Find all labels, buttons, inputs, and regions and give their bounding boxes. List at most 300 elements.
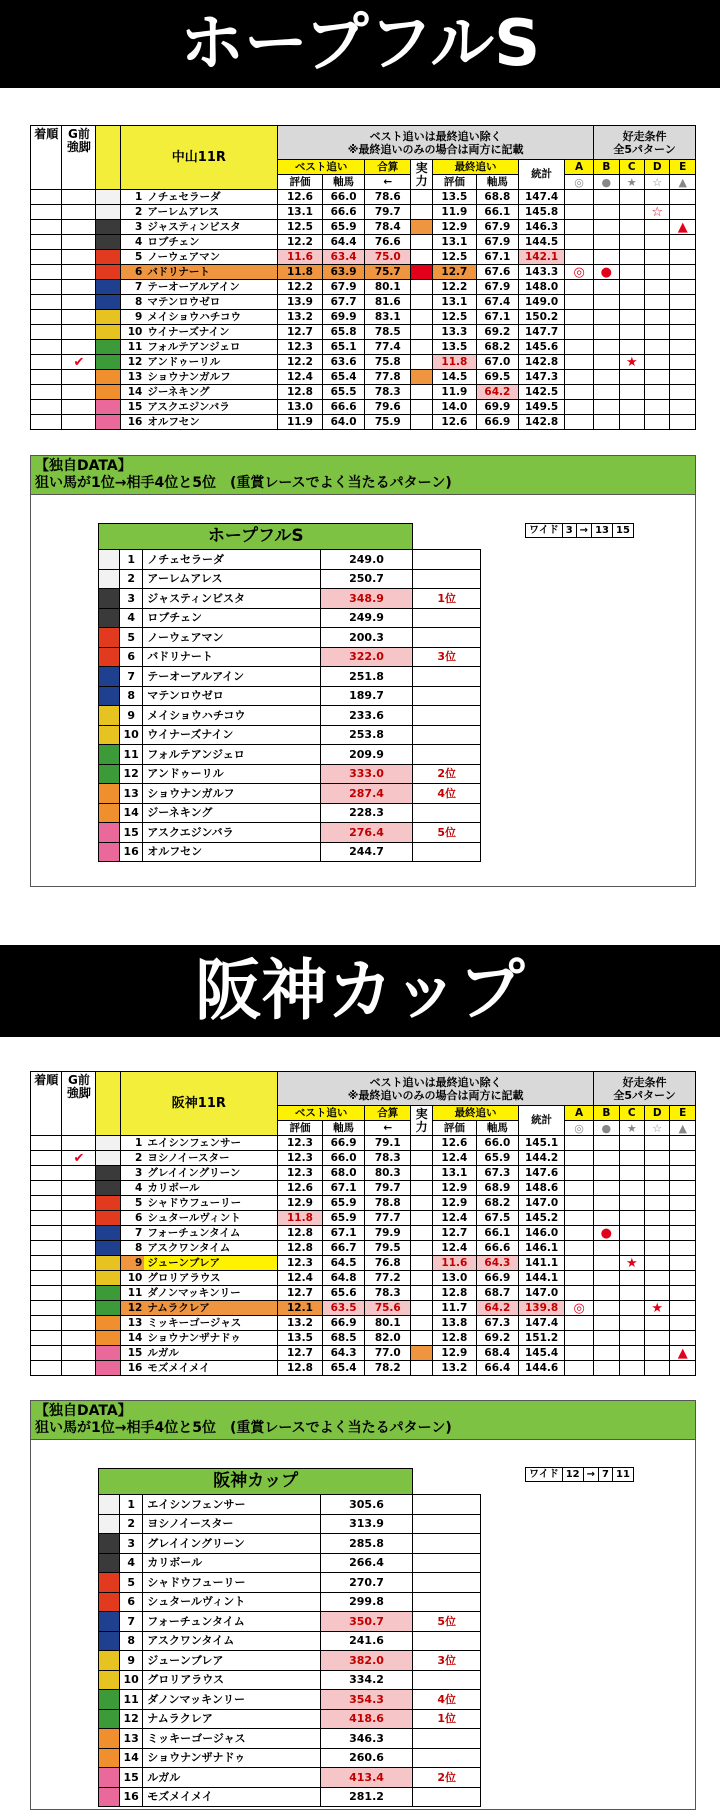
- horse-name: ショウナンガルフ: [144, 370, 277, 385]
- horse-name: エイシンフェンサー: [143, 1495, 320, 1515]
- gousan: 78.2: [365, 1361, 411, 1376]
- horse-row: [31, 265, 696, 280]
- chakujun-cell: [31, 280, 62, 295]
- best-jikuba: 68.0: [322, 1166, 364, 1181]
- cond-mark-icon: [644, 1316, 669, 1331]
- cond-mark-icon: [619, 265, 644, 280]
- wide-arrow: →: [576, 524, 591, 538]
- horse-name: ナムラクレア: [144, 1301, 277, 1316]
- score-table-title: 阪神カップ: [99, 1469, 413, 1495]
- cond-mark-icon: [619, 280, 644, 295]
- best-hyouka: 12.3: [278, 340, 323, 355]
- best-hyouka: 12.3: [278, 1166, 323, 1181]
- cond-mark-icon: [619, 295, 644, 310]
- cond-mark-icon: [644, 1166, 669, 1181]
- final-jikuba: 66.9: [476, 1271, 518, 1286]
- jitsu-cell: [411, 1196, 433, 1211]
- best-hyouka: 12.2: [278, 235, 323, 250]
- header-hyouka2: 評価: [433, 1121, 477, 1136]
- horse-number: 9: [120, 310, 144, 325]
- gzen-cell: [62, 265, 96, 280]
- race-name: 中山11R: [120, 126, 277, 190]
- horse-name: シャドウフューリー: [143, 1573, 320, 1593]
- frame-color: [96, 1316, 120, 1331]
- gousan: 78.3: [365, 1286, 411, 1301]
- best-jikuba: 65.6: [322, 1286, 364, 1301]
- horse-number: 16: [120, 842, 143, 862]
- horse-name: グロリアラウス: [143, 1670, 320, 1690]
- horse-number: 4: [120, 1181, 144, 1196]
- jitsu-cell: [411, 235, 433, 250]
- jitsu-cell: [411, 1166, 433, 1181]
- sym-B-icon: ●: [594, 1121, 619, 1136]
- horse-row: [31, 310, 696, 325]
- total: 147.3: [519, 370, 565, 385]
- total: 147.4: [519, 190, 565, 205]
- gzen-cell: [62, 1196, 96, 1211]
- cond-mark-icon: [670, 250, 696, 265]
- best-jikuba: 64.8: [322, 1271, 364, 1286]
- cond-mark-icon: [644, 325, 669, 340]
- horse-name: ジューンブレア: [143, 1651, 320, 1671]
- cond-mark-icon: [619, 1361, 644, 1376]
- dokuji-header: [31, 456, 695, 495]
- cond-mark-icon: [619, 340, 644, 355]
- horse-number: 7: [120, 667, 143, 687]
- horse-row: [31, 1331, 696, 1346]
- horse-number: 2: [120, 569, 143, 589]
- horse-number: 11: [120, 1286, 144, 1301]
- best-hyouka: 11.9: [278, 415, 323, 430]
- rank-label: 4位: [413, 784, 481, 804]
- best-jikuba: 63.6: [322, 355, 364, 370]
- header-hyouka2: 評価: [433, 175, 477, 190]
- final-hyouka: 13.5: [433, 190, 477, 205]
- best-hyouka: 12.2: [278, 355, 323, 370]
- gousan: 78.8: [365, 1196, 411, 1211]
- frame-color: [99, 550, 120, 570]
- best-hyouka: 13.2: [278, 1316, 323, 1331]
- score-row: [99, 1768, 481, 1788]
- cond-mark-icon: [594, 415, 619, 430]
- gzen-cell: [62, 370, 96, 385]
- jitsu-cell: [411, 415, 433, 430]
- horse-number: 9: [120, 1256, 144, 1271]
- score-value: 241.6: [320, 1631, 413, 1651]
- gousan: 78.3: [365, 1151, 411, 1166]
- final-hyouka: 12.6: [433, 1136, 477, 1151]
- header-D: D: [644, 160, 669, 175]
- horse-number: 2: [120, 1514, 143, 1534]
- horse-name: バドリナート: [144, 265, 277, 280]
- dokuji-sub: 狙い馬が1位→相手4位と5位 (重賞レースでよく当たるパターン): [35, 1420, 452, 1436]
- sym-D-icon: ☆: [644, 1121, 669, 1136]
- header-C: C: [619, 160, 644, 175]
- cond-mark-icon: [594, 1331, 619, 1346]
- cond-mark-icon: [565, 1151, 594, 1166]
- horse-row: [31, 385, 696, 400]
- final-jikuba: 64.2: [476, 1301, 518, 1316]
- horse-number: 6: [120, 1211, 144, 1226]
- rank-label: [413, 725, 481, 745]
- wide-a: 3: [562, 524, 576, 538]
- wide-c: 15: [612, 524, 633, 538]
- horse-name: モズメイメイ: [144, 1361, 277, 1376]
- frame-color: [96, 1271, 120, 1286]
- wide-box-1: [525, 523, 634, 538]
- gzen-cell: [62, 1331, 96, 1346]
- chakujun-cell: [31, 235, 62, 250]
- header-total: 統計: [519, 1106, 565, 1136]
- horse-number: 12: [120, 1709, 143, 1729]
- cond-mark-icon: [670, 205, 696, 220]
- jitsu-cell: [411, 400, 433, 415]
- horse-name: ロブチェン: [143, 608, 320, 628]
- total: 147.4: [519, 1316, 565, 1331]
- gousan: 77.7: [365, 1211, 411, 1226]
- horse-row: [31, 295, 696, 310]
- score-value: 270.7: [320, 1573, 413, 1593]
- cond-mark-icon: [619, 1331, 644, 1346]
- cond-mark-icon: [565, 1241, 594, 1256]
- score-value: 251.8: [320, 667, 413, 687]
- horse-number: 11: [120, 1690, 143, 1710]
- header-jikuba: 軸馬: [322, 175, 364, 190]
- horse-name: ジャスティンビスタ: [144, 220, 277, 235]
- horse-name: シュタールヴィント: [144, 1211, 277, 1226]
- horse-name: ミッキーゴージャス: [143, 1729, 320, 1749]
- best-jikuba: 65.8: [322, 325, 364, 340]
- best-jikuba: 65.9: [322, 1211, 364, 1226]
- final-hyouka: 11.7: [433, 1301, 477, 1316]
- jitsu-cell: [411, 220, 433, 235]
- horse-row: [31, 1196, 696, 1211]
- rank-label: 5位: [413, 823, 481, 843]
- horse-row: [31, 325, 696, 340]
- total: 147.0: [519, 1286, 565, 1301]
- frame-color: [99, 1573, 120, 1593]
- frame-color: [99, 1670, 120, 1690]
- horse-number: 1: [120, 1495, 143, 1515]
- frame-color: [96, 1211, 120, 1226]
- frame-color: [99, 667, 120, 687]
- jitsu-cell: [411, 1136, 433, 1151]
- frame-color: [96, 385, 120, 400]
- rank-label: 5位: [413, 1612, 481, 1632]
- score-value: 305.6: [320, 1495, 413, 1515]
- final-jikuba: 67.1: [476, 310, 518, 325]
- cond-mark-icon: [565, 250, 594, 265]
- cond-mark-icon: [644, 1361, 669, 1376]
- jitsu-cell: [411, 190, 433, 205]
- sym-D-icon: ☆: [644, 175, 669, 190]
- chakujun-cell: [31, 250, 62, 265]
- horse-name: フォーチュンタイム: [144, 1226, 277, 1241]
- cond-mark-icon: [565, 235, 594, 250]
- final-hyouka: 12.8: [433, 1331, 477, 1346]
- horse-number: 5: [120, 628, 143, 648]
- total: 142.8: [519, 415, 565, 430]
- header-cond: 好走条件 全5パターン: [594, 126, 696, 160]
- gousan: 79.5: [365, 1241, 411, 1256]
- total: 147.7: [519, 325, 565, 340]
- horse-number: 16: [120, 1787, 143, 1807]
- horse-row: [31, 355, 696, 370]
- score-row: [99, 1553, 481, 1573]
- cond-mark-icon: [670, 1286, 696, 1301]
- horse-name: ジャスティンビスタ: [143, 589, 320, 609]
- cond-mark-icon: [619, 220, 644, 235]
- final-jikuba: 67.5: [476, 1211, 518, 1226]
- score-row: [99, 1729, 481, 1749]
- final-jikuba: 69.2: [476, 1331, 518, 1346]
- chakujun-cell: [31, 265, 62, 280]
- chakujun-cell: [31, 400, 62, 415]
- race-table-2: [30, 1071, 696, 1376]
- score-value: 333.0: [320, 764, 413, 784]
- cond-mark-icon: [594, 1361, 619, 1376]
- best-jikuba: 66.0: [322, 1151, 364, 1166]
- final-hyouka: 13.1: [433, 1166, 477, 1181]
- header-best: ベスト追い: [278, 1106, 365, 1121]
- score-value: 200.3: [320, 628, 413, 648]
- cond-mark-icon: [644, 1136, 669, 1151]
- horse-name: メイショウハチコウ: [143, 706, 320, 726]
- total: 144.6: [519, 1361, 565, 1376]
- final-hyouka: 11.9: [433, 205, 477, 220]
- score-row: [99, 1612, 481, 1632]
- race-name: 阪神11R: [120, 1072, 277, 1136]
- cond-mark-icon: [619, 1226, 644, 1241]
- rank-label: [413, 1534, 481, 1554]
- best-hyouka: 12.3: [278, 1151, 323, 1166]
- final-hyouka: 13.1: [433, 295, 477, 310]
- frame-color: [96, 220, 120, 235]
- header-jitsu: 実力: [411, 160, 433, 190]
- frame-color: [99, 647, 120, 667]
- score-row: [99, 745, 481, 765]
- gzen-cell: [62, 1256, 96, 1271]
- header-frame: [96, 126, 120, 190]
- best-jikuba: 67.7: [322, 295, 364, 310]
- best-hyouka: 12.5: [278, 220, 323, 235]
- cond-mark-icon: [565, 325, 594, 340]
- frame-color: [96, 1181, 120, 1196]
- best-jikuba: 66.0: [322, 190, 364, 205]
- horse-number: 15: [120, 1346, 144, 1361]
- rank-label: [413, 608, 481, 628]
- wide-label: ワイド: [526, 1468, 563, 1482]
- total: 149.5: [519, 400, 565, 415]
- cond-mark-icon: [644, 1271, 669, 1286]
- cond-mark-icon: [670, 235, 696, 250]
- score-value: 334.2: [320, 1670, 413, 1690]
- horse-row: [31, 1211, 696, 1226]
- cond-mark-icon: [670, 190, 696, 205]
- horse-row: [31, 415, 696, 430]
- wide-a: 12: [562, 1468, 583, 1482]
- final-jikuba: 67.0: [476, 355, 518, 370]
- score-value: 266.4: [320, 1553, 413, 1573]
- score-value: 354.3: [320, 1690, 413, 1710]
- total: 139.8: [519, 1301, 565, 1316]
- gzen-cell: [62, 385, 96, 400]
- total: 150.2: [519, 310, 565, 325]
- horse-name: グレイイングリーン: [143, 1534, 320, 1554]
- jitsu-cell: [411, 205, 433, 220]
- cond-mark-icon: [594, 385, 619, 400]
- header-note: ベスト追いは最終追い除く ※最終追いのみの場合は両方に記載: [278, 126, 594, 160]
- cond-mark-icon: [565, 1136, 594, 1151]
- horse-number: 8: [120, 1241, 144, 1256]
- best-hyouka: 12.2: [278, 280, 323, 295]
- cond-mark-icon: [644, 415, 669, 430]
- jitsu-cell: [411, 1241, 433, 1256]
- cond-mark-icon: [594, 1271, 619, 1286]
- cond-mark-icon: ●: [594, 265, 619, 280]
- cond-mark-icon: [565, 340, 594, 355]
- frame-color: [96, 310, 120, 325]
- wide-b: 13: [592, 524, 613, 538]
- header-E: E: [670, 1106, 696, 1121]
- banner-section2: [0, 945, 720, 1037]
- chakujun-cell: [31, 1331, 62, 1346]
- cond-mark-icon: [565, 190, 594, 205]
- gzen-cell: [62, 1346, 96, 1361]
- horse-number: 16: [120, 415, 144, 430]
- best-hyouka: 11.8: [278, 265, 323, 280]
- horse-row: [31, 1226, 696, 1241]
- horse-name: ショウナンザナドゥ: [143, 1748, 320, 1768]
- final-jikuba: 66.9: [476, 415, 518, 430]
- score-row: [99, 1709, 481, 1729]
- final-hyouka: 12.5: [433, 250, 477, 265]
- frame-color: [96, 1196, 120, 1211]
- header-jikuba: 軸馬: [322, 1121, 364, 1136]
- wide-c: 11: [612, 1468, 633, 1482]
- final-hyouka: 12.4: [433, 1241, 477, 1256]
- gousan: 75.0: [365, 250, 411, 265]
- cond-mark-icon: ★: [619, 355, 644, 370]
- score-row: [99, 1514, 481, 1534]
- gousan: 77.8: [365, 370, 411, 385]
- gzen-cell: [62, 1211, 96, 1226]
- best-hyouka: 13.2: [278, 310, 323, 325]
- frame-color: [99, 1709, 120, 1729]
- cond-mark-icon: [594, 1286, 619, 1301]
- final-hyouka: 12.5: [433, 310, 477, 325]
- horse-name: フォーチュンタイム: [143, 1612, 320, 1632]
- header-gousan: 合算: [365, 160, 411, 175]
- score-value: 250.7: [320, 569, 413, 589]
- jitsu-cell: [411, 385, 433, 400]
- cond-mark-icon: [670, 1166, 696, 1181]
- frame-color: [99, 764, 120, 784]
- gzen-cell: [62, 1316, 96, 1331]
- final-hyouka: 12.4: [433, 1211, 477, 1226]
- cond-mark-icon: [670, 1226, 696, 1241]
- horse-number: 6: [120, 1592, 143, 1612]
- final-hyouka: 14.5: [433, 370, 477, 385]
- cond-mark-icon: [594, 400, 619, 415]
- jitsu-cell: [411, 1226, 433, 1241]
- rank-label: 3位: [413, 1651, 481, 1671]
- rank-label: 3位: [413, 647, 481, 667]
- chakujun-cell: [31, 1346, 62, 1361]
- cond-mark-icon: [619, 190, 644, 205]
- frame-color: [96, 415, 120, 430]
- cond-mark-icon: [565, 400, 594, 415]
- horse-row: [31, 1286, 696, 1301]
- cond-mark-icon: [670, 1256, 696, 1271]
- cond-mark-icon: [619, 310, 644, 325]
- horse-row: [31, 1346, 696, 1361]
- horse-name: ノーウェアマン: [143, 628, 320, 648]
- horse-name: ルガル: [143, 1768, 320, 1788]
- header-A: A: [565, 1106, 594, 1121]
- cond-mark-icon: [565, 1166, 594, 1181]
- horse-name: ジューンブレア: [144, 1256, 277, 1271]
- gzen-cell: [62, 295, 96, 310]
- header-D: D: [644, 1106, 669, 1121]
- frame-color: [99, 823, 120, 843]
- cond-mark-icon: [594, 310, 619, 325]
- best-hyouka: 13.5: [278, 1331, 323, 1346]
- final-hyouka: 12.6: [433, 415, 477, 430]
- horse-number: 13: [120, 1729, 143, 1749]
- gousan: 78.3: [365, 385, 411, 400]
- rank-label: [413, 842, 481, 862]
- total: 144.5: [519, 235, 565, 250]
- final-hyouka: 13.5: [433, 340, 477, 355]
- best-hyouka: 12.7: [278, 1346, 323, 1361]
- score-row: [99, 1748, 481, 1768]
- best-jikuba: 64.5: [322, 1256, 364, 1271]
- horse-name: フォルテアンジェロ: [144, 340, 277, 355]
- horse-number: 11: [120, 745, 143, 765]
- cond-mark-icon: [644, 400, 669, 415]
- final-jikuba: 66.0: [476, 1136, 518, 1151]
- horse-number: 1: [120, 550, 143, 570]
- horse-number: 13: [120, 1316, 144, 1331]
- gousan: 79.6: [365, 400, 411, 415]
- best-hyouka: 12.8: [278, 1241, 323, 1256]
- chakujun-cell: [31, 370, 62, 385]
- best-hyouka: 13.0: [278, 400, 323, 415]
- score-value: 287.4: [320, 784, 413, 804]
- frame-color: [99, 803, 120, 823]
- frame-color: [99, 1651, 120, 1671]
- gzen-cell: [62, 1271, 96, 1286]
- score-value: 299.8: [320, 1592, 413, 1612]
- rank-label: [413, 569, 481, 589]
- cond-mark-icon: [644, 1256, 669, 1271]
- cond-mark-icon: [619, 1196, 644, 1211]
- best-jikuba: 63.4: [322, 250, 364, 265]
- horse-number: 9: [120, 706, 143, 726]
- gzen-cell: ✔: [62, 1151, 96, 1166]
- score-value: 249.9: [320, 608, 413, 628]
- sym-E-icon: ▲: [670, 175, 696, 190]
- cond-mark-icon: [619, 1286, 644, 1301]
- horse-name: ヨシノイースター: [143, 1514, 320, 1534]
- cond-mark-icon: [565, 280, 594, 295]
- best-jikuba: 65.5: [322, 385, 364, 400]
- best-jikuba: 65.1: [322, 340, 364, 355]
- cond-mark-icon: [644, 1241, 669, 1256]
- final-hyouka: 12.7: [433, 1226, 477, 1241]
- gzen-cell: [62, 1181, 96, 1196]
